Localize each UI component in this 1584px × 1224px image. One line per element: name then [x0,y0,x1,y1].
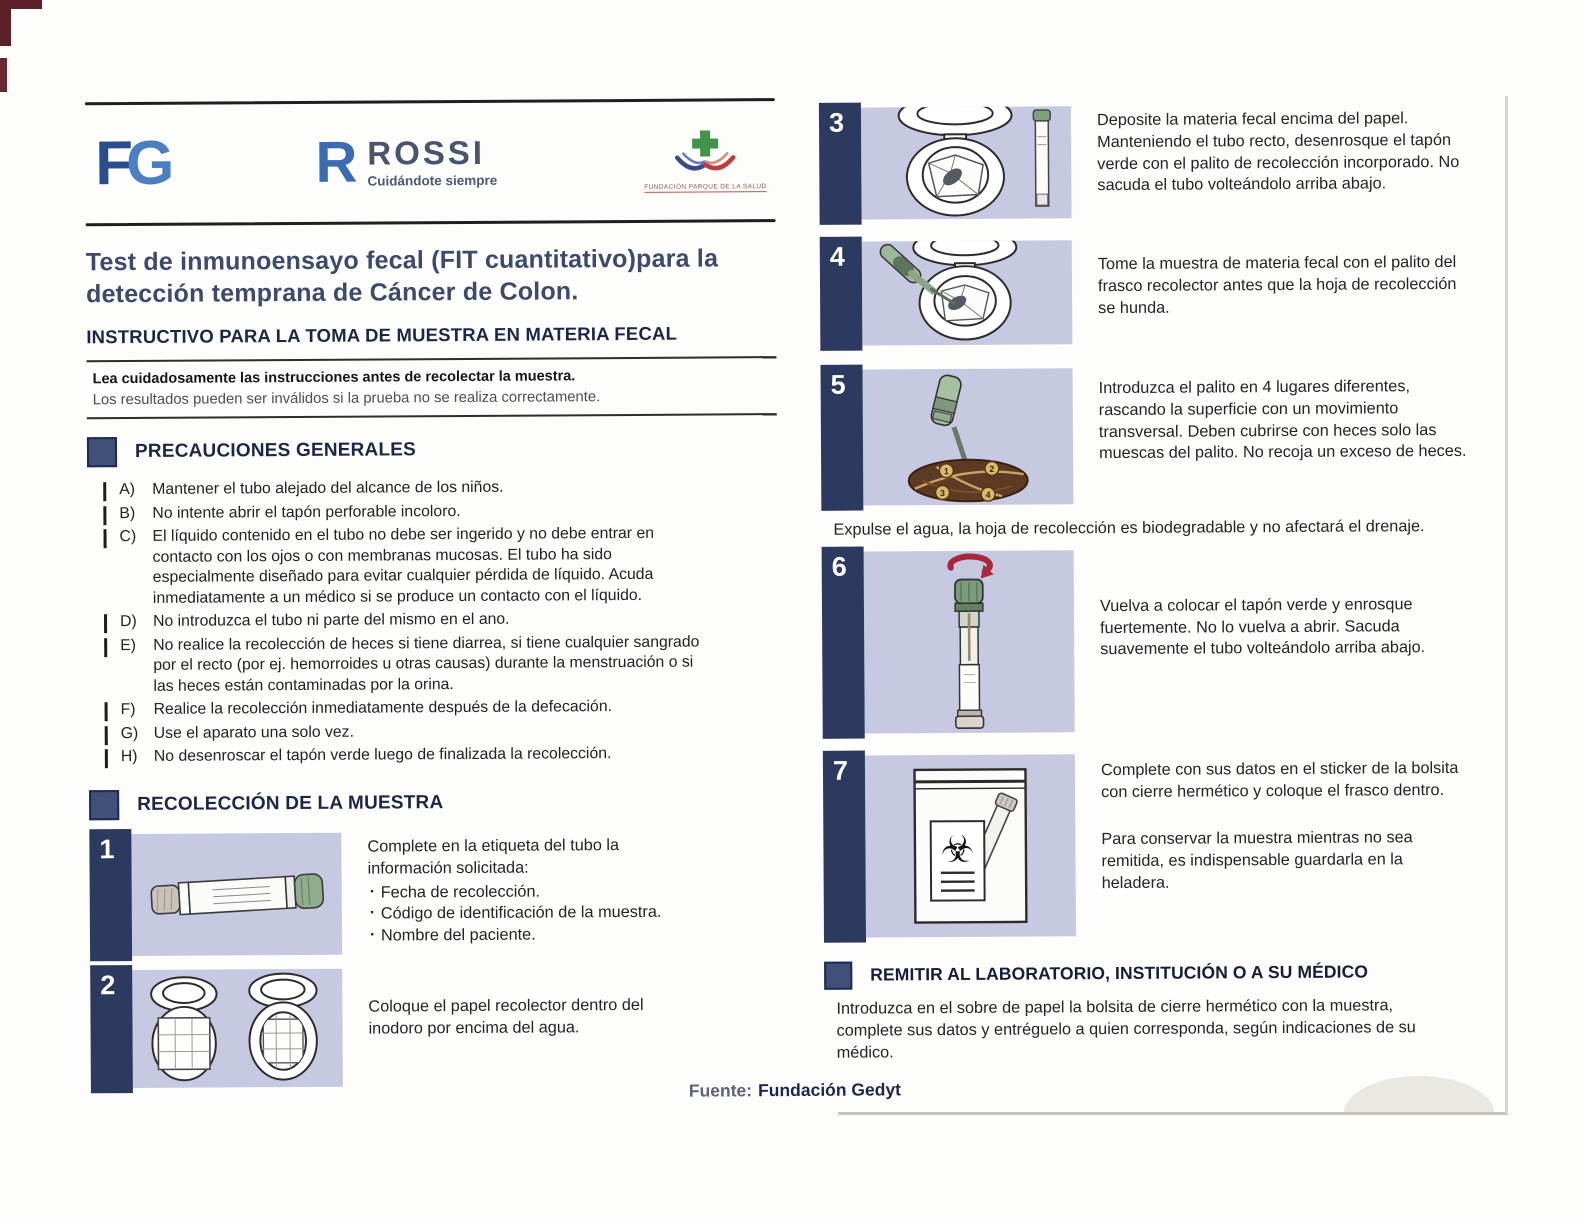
rotation-arrow-icon [950,556,993,578]
item-text: No introduzca el tubo ni parte del mismo en el ano. [152,610,510,631]
rossi-logo-mark-icon: R [315,129,358,195]
step-1 [89,830,780,956]
step-number-tab: 3 [819,103,862,225]
step-6-text: Vuelva a colocar el tapón verde y enrosque fuertemente. No lo vuelva a abrir. Sacuda suavemente el tubo volteándolo arriba abajo. [1099,595,1426,659]
step-number-tab: 7 [823,750,866,942]
left-column [85,98,781,1088]
section-header-submit [824,957,1516,989]
precaution-item [121,697,701,721]
item-text: No realice la recolección de heces si tiene diarrea, si tiene cualquier sangrado por el recto (por ej. hemorroides u otras causas) durante la menstruación o si las heces están contaminadas por la orina. [153,633,700,695]
fg-logo-letter-f: F [95,129,127,199]
spot-number: 2 [989,463,995,474]
precaution-item [119,524,699,610]
spot-number: 3 [940,488,946,499]
rossi-logo-tagline: Cuidándote siempre [367,172,498,189]
precaution-item [121,744,701,768]
precaution-item [121,720,701,744]
section-square-icon [87,437,117,467]
foundation-logo-caption: FUNDACIÓN PARQUE DE LA SALUD [644,182,767,191]
item-text: Realice la recolección inmediatamente después de la defecación. [153,698,613,719]
toilet-sample-illustration [861,106,1072,219]
step-text-paragraph: Coloque el papel recolector dentro del inodoro por encima del agua. [368,995,644,1038]
spot-number: 1 [943,466,949,477]
spot-number: 4 [985,489,991,500]
divider [87,413,777,419]
section-title: REMITIR AL LABORATORIO, INSTITUCIÓN O A SU MÉDICO [870,961,1369,985]
stick-in-stool-icon [863,368,1074,505]
page-title [86,242,776,310]
foundation-logo [645,129,765,193]
item-text: Use el aparato una solo vez. [153,723,354,742]
item-letter: E) [120,636,137,654]
precaution-item [119,500,699,524]
toilet-paper-illustration [132,969,343,1088]
item-letter: F) [120,701,136,719]
precaution-item [120,632,700,697]
page-subtitle: INSTRUCTIVO PARA LA TOMA DE MUESTRA EN MATERIA FECAL [86,322,678,348]
bullet-item: · Fecha de recolección. [368,880,700,904]
step-6 [822,547,1515,733]
item-text: Mantener el tubo alejado del alcance de los niños. [152,478,504,498]
bullet-item: · Nombre del paciente. [368,924,700,948]
section-square-icon [824,961,852,989]
step-7-text [1101,752,1474,936]
scan-artifact [0,0,42,9]
divider [86,356,776,362]
water-flush-note: Expulse el agua, la hoja de recolección es biodegradable y no afectará el drenaje. [833,517,1425,539]
item-letter: B) [119,504,136,522]
fg-logo-letter-g: G [125,128,168,199]
precautions-list [119,477,701,768]
step-5 [821,366,1514,506]
section-header-precautions [87,433,777,467]
bag-with-biohazard-icon [865,754,1076,937]
item-text: No intente abrir el tapón perforable incoloro. [152,502,461,522]
item-text: El líquido contenido en el tubo no debe ser ingerido y no debe entrar en contacto con los ojos o con membranas mucosas. El tubo ha sido especialmente diseñado para evitar cualquier pérdida de líquido. Acuda inmediatamente a un médico si se produce un contacto con el líquido. [152,524,655,607]
section-header-collection [89,786,779,820]
step-4-text: Tome la muestra de materia fecal con el palito del frasco recolector antes que la hoja de recolección se hunda. [1097,252,1457,317]
step-text-paragraph: Para conservar la muestra mientras no sea remitida, es indispensable guardarla en la heladera. [1101,828,1413,893]
toilet-stick-illustration [862,240,1073,345]
item-letter: C) [119,528,137,546]
step-text-paragraph: Complete en la etiqueta del tubo la información solicitada: [367,835,620,878]
right-column [819,104,1517,1065]
toilets-with-paper-icon [132,969,343,1088]
submit-instructions-text: Introduzca en el sobre de papel la bolsita de cierre hermético con la muestra, complete sus datos y entréguelo a quien corresponda, según indicaciones de su médico. [836,996,1416,1062]
step-number-tab: 5 [820,365,863,511]
step-4-illustration [820,240,1073,346]
step-number-tab: 1 [89,829,132,961]
sampling-stick-toilet-icon [862,240,1073,345]
item-letter: G) [120,724,139,742]
biohazard-icon: ☣ [940,827,975,870]
step-6-illustration [822,550,1075,734]
item-text: No desenroscar el tapón verde luego de finalizada la recolección. [153,745,612,766]
step-4 [820,238,1513,346]
item-letter: A) [119,481,136,499]
invalid-results-note: Los resultados pueden ser inválidos si la prueba no se realiza correctamente. [92,389,601,409]
source-label: Fuente: [688,1080,753,1101]
closed-tube-illustration [864,550,1075,733]
step-7-illustration [823,754,1076,938]
page-title-line1: Test de inmunoensayo fecal (FIT cuantitativo)para la [85,244,719,277]
step-5-illustration [821,368,1074,506]
step-number-tab: 6 [822,546,865,738]
fg-logo [95,128,168,199]
rossi-logo-text [367,133,498,189]
source-name: Fundación Gedyt [757,1079,902,1101]
step-number-tab: 4 [820,237,863,351]
page-title-line2: detección temprana de Cáncer de Colon. [85,277,579,309]
item-letter: H) [120,748,138,766]
ziplock-bag-illustration [865,754,1076,937]
scan-artifact [838,1112,1508,1115]
logo-row [85,101,776,223]
scan-artifact [0,58,7,92]
step-number-tab: 2 [90,965,133,1093]
step-3-illustration [819,106,1072,220]
step-2 [90,966,781,1088]
tube-illustration [131,833,342,956]
step-5-text: Introduzca el palito en 4 lugares diferentes, rascando la superficie con un movimiento transversal. Deben cubrirse con heces solo las muescas del palito. No recoja un exceso de heces. [1098,377,1467,463]
precaution-item [119,477,699,501]
stool-sampling-illustration [863,368,1074,505]
section-title: PRECAUCIONES GENERALES [134,439,417,463]
step-2-illustration [90,969,343,1089]
collection-tube-icon [131,833,342,956]
foundation-cross-icon [673,129,737,181]
tube-with-cap-icon [864,550,1075,733]
step-3 [819,104,1512,220]
toilet-with-sample-icon [861,106,1072,219]
step-2-text [368,966,701,1086]
rossi-logo [315,129,498,195]
section-title: RECOLECCIÓN DE LA MUESTRA [137,792,444,815]
step-7 [823,751,1516,937]
rossi-logo-name: ROSSI [367,133,486,172]
step-3-text: Deposite la materia fecal encima del papel. Manteniendo el tubo recto, desenrosque el tapón verde con el palito de recolección incorporado. No sacuda el tubo volteándolo arriba abajo. [1096,109,1460,195]
bullet-item: · Código de identificación de la muestra. [368,902,700,926]
section-square-icon [89,790,119,820]
step-1-illustration [89,833,342,957]
source-footer [689,1079,901,1101]
precaution-item [120,609,700,633]
item-letter: D) [119,613,137,631]
step-1-bullets [368,880,700,948]
step-text-paragraph: Complete con sus datos en el sticker de la bolsita con cierre hermético y coloque el frasco dentro. [1100,758,1459,801]
scan-artifact [1505,96,1508,1114]
read-instructions-note: Lea cuidadosamente las instrucciones antes de recolectar la muestra. [92,368,576,388]
step-1-text [367,830,700,954]
